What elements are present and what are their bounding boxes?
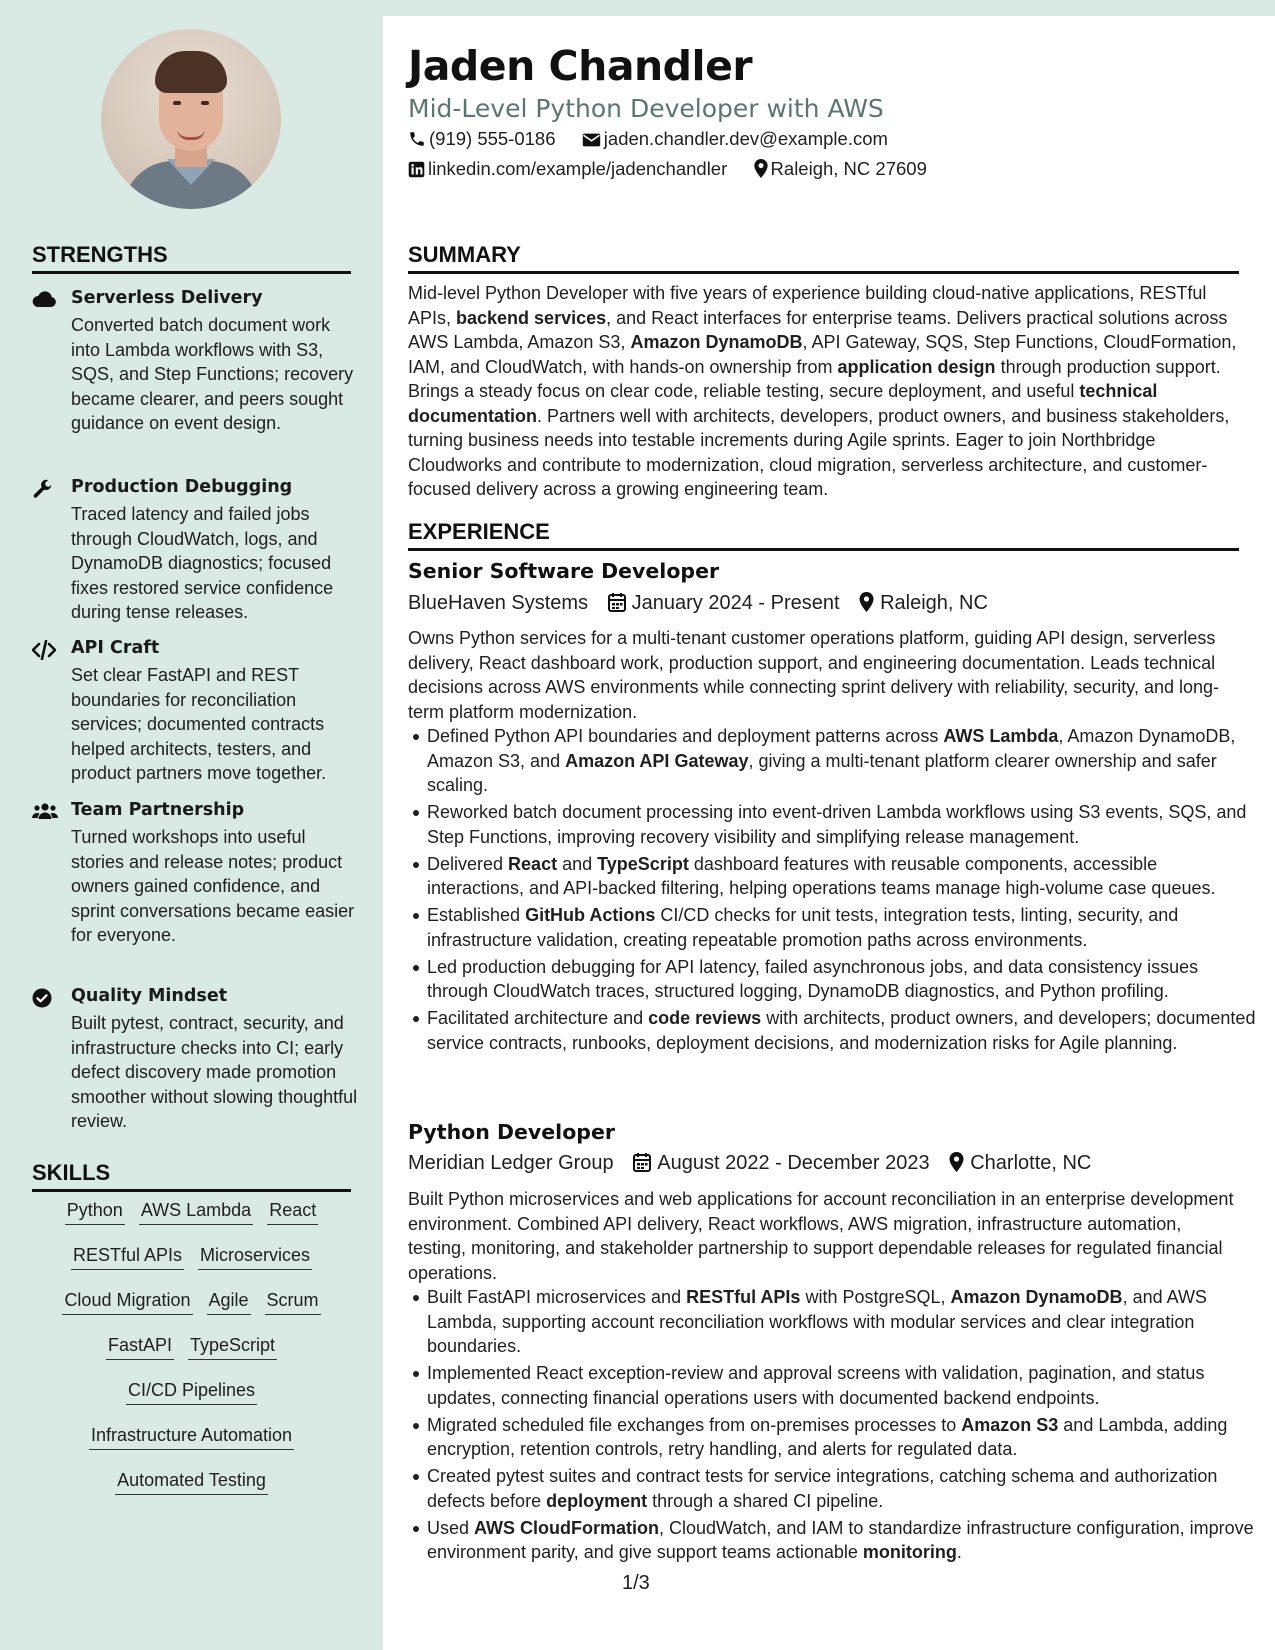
skill-tag: FastAPI <box>106 1335 174 1360</box>
text-segment: . <box>956 1542 962 1562</box>
skill-tag: Cloud Migration <box>62 1290 192 1315</box>
job-meta <box>408 592 988 618</box>
bold-keyword: Amazon DynamoDB <box>950 1287 1123 1307</box>
bold-keyword: technical documentation <box>408 381 1158 426</box>
strength-title: Team Partnership <box>71 800 245 820</box>
strength-desc: Converted batch document work into Lambda workflows with S3, SQS, and Step Functions; recovery became clearer, and peers sought guidance on event design. <box>71 315 354 433</box>
bullet-item <box>427 1285 1259 1359</box>
text-segment: Mid-level Python Developer with five years of experience building cloud-native applications, RESTful APIs, <box>408 283 1207 328</box>
text-segment: , Amazon DynamoDB, Amazon S3, and <box>427 726 1236 771</box>
skill-row <box>32 1470 351 1515</box>
skill-tag: React <box>267 1200 318 1225</box>
text-segment: Delivered <box>427 853 509 874</box>
text-segment: Established <box>427 905 526 925</box>
bullet-item <box>427 955 1259 1004</box>
text-segment: , and React interfaces for enterprise teams. Delivers practical solutions across AWS Lambda, Amazon S3, <box>408 307 1228 352</box>
skill-tag: Microservices <box>198 1245 312 1270</box>
skill-tag: CI/CD Pipelines <box>126 1380 257 1405</box>
text-segment: and Lambda, adding encryption, retention controls, retry handling, and alerts for regulated data. <box>427 1414 1228 1459</box>
company-name: Meridian Ledger Group <box>408 1152 614 1174</box>
skill-row <box>32 1335 351 1380</box>
candidate-name: Jaden Chandler <box>408 42 753 90</box>
wrench-icon <box>32 479 56 499</box>
envelope-icon <box>582 131 601 153</box>
bullet-item <box>427 1516 1259 1565</box>
text-segment: Used <box>427 1517 475 1538</box>
text-segment: with PostgreSQL, <box>800 1287 951 1307</box>
code-icon <box>32 640 56 660</box>
bullet-item <box>427 724 1259 798</box>
summary-text <box>408 281 1240 502</box>
map-pin-icon <box>949 1152 964 1178</box>
job-location: Raleigh, NC <box>880 592 988 614</box>
skill-tag: Scrum <box>265 1290 321 1315</box>
job-dates: January 2024 - Present <box>631 592 840 614</box>
bold-keyword: deployment <box>546 1490 648 1511</box>
bold-keyword: application design <box>837 356 996 377</box>
skills-list <box>32 1200 351 1515</box>
strength-desc: Traced latency and failed jobs through CloudWatch, logs, and DynamoDB diagnostics; focused fixes restored service confidence during tense releases. <box>71 504 334 622</box>
text-segment: , API Gateway, SQS, Step Functions, CloudFormation, IAM, and CloudWatch, with hands-on ownership from <box>408 332 1237 377</box>
contact-row-2 <box>408 158 927 183</box>
text-segment: with architects, product owners, and developers; documented service contracts, runbooks, deployment decisions, and modernization risks for Agile planning. <box>427 1008 1256 1053</box>
bullet-item <box>427 852 1259 901</box>
job-location: Charlotte, NC <box>970 1152 1092 1174</box>
location-text: Raleigh, NC 27609 <box>770 158 927 179</box>
text-segment: Led production debugging for API latency, failed asynchronous jobs, and data consistency issues through CloudWatch traces, structured logging, DynamoDB diagnostics, and Python profiling. <box>427 956 1199 1001</box>
strength-desc: Built pytest, contract, security, and infrastructure checks into CI; early defect discovery made promotion smoother without slowing thoughtful review. <box>71 1013 358 1131</box>
linkedin-link[interactable]: linkedin.com/example/jadenchandler <box>428 158 728 179</box>
summary-heading: SUMMARY <box>408 242 1239 274</box>
people-icon <box>32 802 56 822</box>
strength-desc: Set clear FastAPI and REST boundaries for reconciliation services; documented contracts helped architects, testers, and product partners move together. <box>71 665 327 783</box>
skill-tag: Agile <box>207 1290 251 1315</box>
bullet-item <box>427 903 1259 952</box>
job-bullets <box>408 724 1259 1058</box>
skill-tag: TypeScript <box>188 1335 277 1360</box>
bold-keyword: Amazon DynamoDB <box>630 332 803 352</box>
text-segment: , giving a multi-tenant platform clearer ownership and safer scaling. <box>427 750 1217 795</box>
job-bullets <box>408 1285 1259 1567</box>
email-link[interactable]: jaden.chandler.dev@example.com <box>603 128 888 149</box>
bold-keyword: code reviews <box>648 1008 762 1028</box>
calendar-icon <box>633 1152 651 1178</box>
skill-tag: AWS Lambda <box>139 1200 253 1225</box>
job-meta <box>408 1152 1091 1178</box>
text-segment: dashboard features with reusable components, accessible interactions, and API-backed filtering, helping operations teams manage high-volume case queues. <box>427 853 1216 898</box>
skill-tag: Automated Testing <box>115 1470 268 1495</box>
text-segment: through a shared CI pipeline. <box>647 1490 884 1511</box>
text-segment: . Partners well with architects, developers, product owners, and business stakeholders, turning business needs into testable increments during Agile sprints. Eager to join Northbridge Cloudworks and contribute to modernization, cloud migration, serverless architecture, and customer-focused delivery across a growing engineering team. <box>408 405 1230 499</box>
strength-desc: Turned workshops into useful stories and release notes; product owners gained confidence, and sprint conversations became easier for everyone. <box>71 827 355 945</box>
bold-keyword: AWS CloudFormation <box>474 1517 660 1538</box>
skill-tag: Python <box>65 1200 125 1225</box>
strength-title: Quality Mindset <box>71 986 228 1006</box>
map-pin-icon <box>754 159 768 183</box>
bullet-item <box>427 1413 1259 1462</box>
cloud-icon <box>32 290 56 310</box>
job-title: Senior Software Developer <box>408 559 720 583</box>
skills-heading: SKILLS <box>32 1160 351 1192</box>
skill-row <box>32 1380 351 1425</box>
skill-row <box>32 1425 351 1470</box>
bold-keyword: AWS Lambda <box>943 726 1059 746</box>
page-number: 1/3 <box>622 1572 650 1594</box>
contact-row-1 <box>408 128 888 153</box>
bullet-item <box>427 1361 1259 1410</box>
bold-keyword: TypeScript <box>597 853 689 874</box>
job-dates: August 2022 - December 2023 <box>657 1152 930 1174</box>
experience-heading: EXPERIENCE <box>408 519 1239 551</box>
check-circle-icon <box>32 988 56 1008</box>
job-title: Python Developer <box>408 1120 615 1144</box>
skill-row <box>32 1245 351 1290</box>
text-segment: , and AWS Lambda, supporting account reconciliation workflows with modular services and clear integration boundaries. <box>427 1287 1207 1356</box>
linkedin-icon <box>408 161 425 183</box>
strengths-heading: STRENGTHS <box>32 242 351 274</box>
calendar-icon <box>608 592 626 618</box>
text-segment: Built FastAPI microservices and <box>427 1287 687 1307</box>
skill-row <box>32 1200 351 1245</box>
text-segment: Implemented React exception-review and approval screens with validation, pagination, and status updates, connecting financial operations users with documented backend endpoints. <box>427 1363 1205 1408</box>
strength-title: Production Debugging <box>71 477 293 497</box>
text-segment: , CloudWatch, and IAM to standardize infrastructure configuration, improve environment parity, and give support teams actionable <box>427 1517 1254 1562</box>
bullet-item <box>427 1464 1259 1513</box>
job-summary: Built Python microservices and web applications for account reconciliation in an enterprise development environment. Combined API delivery, React workflows, AWS migration, infrastructure automation, testing, monitoring, and stakeholder partnership to support dependable releases for regulated financial operations. <box>408 1189 1234 1283</box>
candidate-title: Mid-Level Python Developer with AWS <box>408 94 884 123</box>
map-pin-icon <box>859 592 874 618</box>
bold-keyword: GitHub Actions <box>525 905 656 925</box>
text-segment: CI/CD checks for unit tests, integration tests, linting, security, and infrastructure validation, creating repeatable promotion paths across environments. <box>427 905 1179 950</box>
job-summary: Owns Python services for a multi-tenant customer operations platform, guiding API design, serverless delivery, React dashboard work, production support, and engineering documentation. Leads technical decisions across AWS environments while connecting sprint delivery with reliability, security, and long-term platform modernization. <box>408 628 1220 722</box>
text-segment: and <box>557 853 598 874</box>
text-segment: through production support. Brings a steady focus on clear code, reliable testing, secure deployment, and useful <box>408 356 1221 401</box>
text-segment: Migrated scheduled file exchanges from on-premises processes to <box>427 1414 962 1435</box>
bold-keyword: backend services <box>456 307 607 328</box>
company-name: BlueHaven Systems <box>408 592 589 614</box>
skill-row <box>32 1290 351 1335</box>
phone-icon <box>408 130 426 153</box>
bold-keyword: RESTful APIs <box>686 1287 801 1307</box>
bold-keyword: Amazon S3 <box>961 1414 1059 1435</box>
strength-title: API Craft <box>71 638 160 658</box>
text-segment: Reworked batch document processing into event-driven Lambda workflows using S3 events, SQS, and Step Functions, improving recovery visibility and simplifying release management. <box>427 802 1247 847</box>
strength-title: Serverless Delivery <box>71 288 263 308</box>
skill-tag: Infrastructure Automation <box>89 1425 294 1450</box>
skill-tag: RESTful APIs <box>71 1245 184 1270</box>
bold-keyword: Amazon API Gateway <box>565 750 749 771</box>
avatar <box>101 29 281 209</box>
bullet-item <box>427 800 1259 849</box>
text-segment: Defined Python API boundaries and deployment patterns across <box>427 726 944 746</box>
text-segment: Facilitated architecture and <box>427 1008 649 1028</box>
text-segment: Created pytest suites and contract tests for service integrations, catching schema and authorization defects before <box>427 1466 1218 1511</box>
bullet-item <box>427 1006 1259 1055</box>
bold-keyword: monitoring <box>862 1542 957 1562</box>
bold-keyword: React <box>508 853 558 874</box>
phone-text: (919) 555-0186 <box>429 128 556 149</box>
